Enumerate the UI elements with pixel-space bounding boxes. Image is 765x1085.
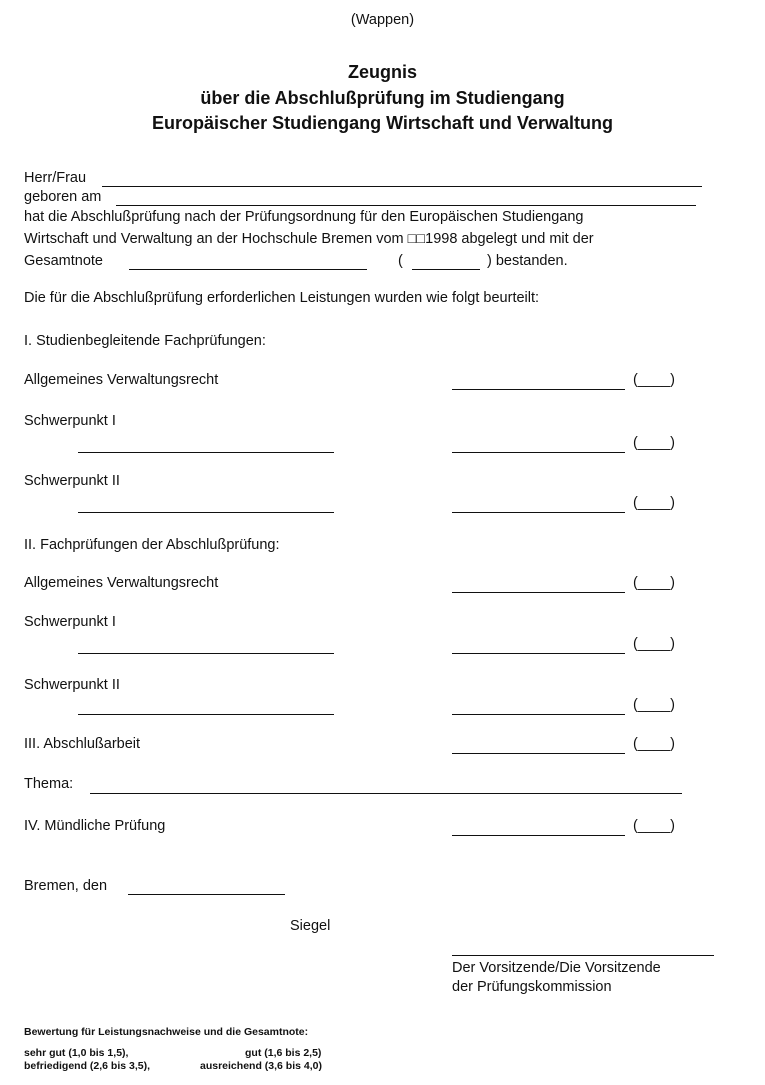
- section2-heading: II. Fachprüfungen der Abschlußprüfung:: [24, 537, 280, 553]
- grade-sufficient: ausreichend (3,6 bis 4,0): [200, 1060, 322, 1072]
- s2-admin-law-grade-line[interactable]: [452, 592, 625, 593]
- program-name: Europäischer Studiengang Wirtschaft und Verwaltung: [152, 113, 613, 133]
- oral-exam-grade-line[interactable]: [452, 835, 625, 836]
- s1-focus1-subject-line[interactable]: [78, 452, 334, 453]
- name-field-line[interactable]: [102, 186, 702, 187]
- thesis-grade-line[interactable]: [452, 753, 625, 754]
- chair-signature-line[interactable]: [452, 955, 714, 956]
- intro-text-line1: hat die Abschlußprüfung nach der Prüfungsordnung für den Europäischen Studiengang: [24, 209, 584, 225]
- chair-title-line2: der Prüfungskommission: [452, 979, 612, 995]
- s1-focus1-grade-paren: (____): [633, 435, 675, 451]
- thesis-grade-paren: (____): [633, 736, 675, 752]
- assessment-intro: Die für die Abschlußprüfung erforderlichen Leistungen wurden wie folgt beurteilt:: [24, 290, 540, 306]
- section1-heading: I. Studienbegleitende Fachprüfungen:: [24, 333, 266, 349]
- s2-focus2-grade-paren: (____): [633, 697, 675, 713]
- grade-good: gut (1,6 bis 2,5): [245, 1047, 322, 1059]
- s1-focus1-grade-line[interactable]: [452, 452, 625, 453]
- certificate-title: Zeugnis: [347, 62, 417, 82]
- passed-text: ) bestanden.: [487, 253, 568, 269]
- birthdate-field-line[interactable]: [116, 205, 696, 206]
- s1-focus2-grade-paren: (____): [633, 495, 675, 511]
- s1-focus2-subject-line[interactable]: [78, 512, 334, 513]
- certificate-subtitle: über die Abschlußprüfung im Studiengang: [200, 88, 565, 108]
- oral-exam-grade-paren: (____): [633, 818, 675, 834]
- overall-grade-field-line[interactable]: [129, 269, 367, 270]
- grading-heading: Bewertung für Leistungsnachweise und die Gesamtnote:: [24, 1026, 309, 1038]
- s1-admin-law-grade-line[interactable]: [452, 389, 625, 390]
- s2-admin-law-grade-paren: (____): [633, 575, 675, 591]
- overall-grade-paren-open: (: [398, 253, 403, 269]
- grade-very-good: sehr gut (1,0 bis 1,5),: [24, 1047, 129, 1059]
- thesis-topic-label: Thema:: [24, 776, 74, 792]
- grade-satisfactory: befriedigend (2,6 bis 3,5),: [24, 1060, 151, 1072]
- overall-grade-label: Gesamtnote: [24, 253, 103, 269]
- s1-item-focus2: Schwerpunkt II: [24, 473, 120, 489]
- thesis-topic-line[interactable]: [90, 793, 682, 794]
- coat-of-arms-placeholder: (Wappen): [350, 12, 415, 28]
- place-date-label: Bremen, den: [24, 878, 108, 894]
- s2-focus1-grade-paren: (____): [633, 636, 675, 652]
- s2-focus1-grade-line[interactable]: [452, 653, 625, 654]
- s2-focus2-grade-line[interactable]: [452, 714, 625, 715]
- name-label: Herr/Frau: [24, 170, 87, 186]
- overall-grade-number-line[interactable]: [412, 269, 480, 270]
- s2-item-focus2: Schwerpunkt II: [24, 677, 120, 693]
- s1-item-admin-law: Allgemeines Verwaltungsrecht: [24, 372, 219, 388]
- s2-item-admin-law: Allgemeines Verwaltungsrecht: [24, 575, 219, 591]
- birthdate-label: geboren am: [24, 189, 102, 205]
- section4-heading: IV. Mündliche Prüfung: [24, 818, 166, 834]
- section3-heading: III. Abschlußarbeit: [24, 736, 141, 752]
- s2-item-focus1: Schwerpunkt I: [24, 614, 116, 630]
- s2-focus1-subject-line[interactable]: [78, 653, 334, 654]
- chair-title-line1: Der Vorsitzende/Die Vorsitzende: [452, 960, 661, 976]
- s1-item-focus1: Schwerpunkt I: [24, 413, 116, 429]
- s1-admin-law-grade-paren: (____): [633, 372, 675, 388]
- s1-focus2-grade-line[interactable]: [452, 512, 625, 513]
- s2-focus2-subject-line[interactable]: [78, 714, 334, 715]
- date-field-line[interactable]: [128, 894, 285, 895]
- intro-text-line2: Wirtschaft und Verwaltung an der Hochschule Bremen vom □□1998 abgelegt und mit der: [24, 231, 594, 247]
- seal-label: Siegel: [290, 918, 331, 934]
